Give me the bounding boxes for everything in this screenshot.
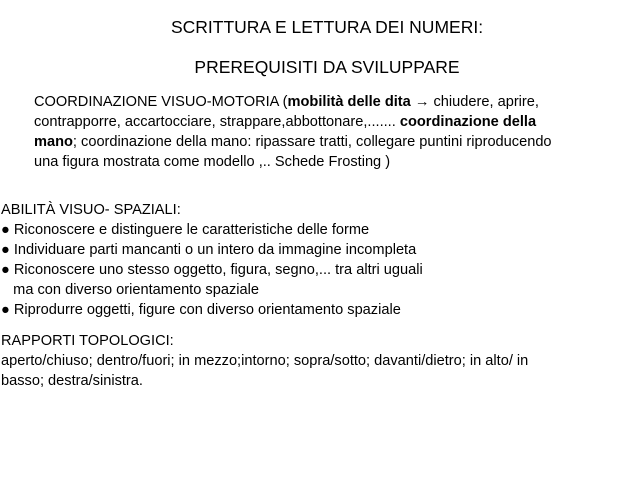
topological-section xyxy=(1,331,633,391)
coordination-tasks: ; coordinazione della mano: ripassare tratti, collegare puntini riproducendo xyxy=(72,134,552,150)
coordination-line-1 xyxy=(34,92,619,112)
list-item: ● Riconoscere uno stesso oggetto, figura, segno,... tra altri uguali xyxy=(1,262,423,278)
hand-coordination-text: coordinazione della xyxy=(399,114,537,130)
hand-text: mano xyxy=(34,134,73,150)
coordination-line-2 xyxy=(34,112,619,132)
coordination-line-4: una figura mostrata come modello ,.. Schede Frosting ) xyxy=(34,154,391,170)
topological-line-2: basso; destra/sinistra. xyxy=(1,373,143,389)
visuo-spatial-heading: ABILITÀ VISUO- SPAZIALI: xyxy=(1,202,181,218)
finger-mobility-text: mobilità delle dita xyxy=(287,94,411,110)
list-item: ● Riconoscere e distinguere le caratteristiche delle forme xyxy=(1,222,370,238)
list-item: ● Riprodurre oggetti, figure con diverso orientamento spaziale xyxy=(1,302,401,318)
list-item-continuation: ma con diverso orientamento spaziale xyxy=(1,282,259,298)
slide-title: SCRITTURA E LETTURA DEI NUMERI: xyxy=(170,17,484,37)
coordination-actions-cont: contrapporre, accartocciare, strappare,abbottonare,....... xyxy=(34,114,400,130)
list-item: ● Individuare parti mancanti o un intero da immagine incompleta xyxy=(1,242,417,258)
coordination-intro: COORDINAZIONE VISUO-MOTORIA ( xyxy=(34,94,288,110)
coordination-actions: → chiudere, aprire, xyxy=(410,94,539,110)
coordination-line-3 xyxy=(34,132,619,152)
coordination-paragraph xyxy=(34,92,619,172)
visuo-spatial-section xyxy=(1,200,633,320)
topological-heading: RAPPORTI TOPOLOGICI: xyxy=(1,333,174,349)
slide-subtitle: PREREQUISITI DA SVILUPPARE xyxy=(194,57,460,77)
topological-line-1: aperto/chiuso; dentro/fuori; in mezzo;intorno; sopra/sotto; davanti/dietro; in alto/ in xyxy=(1,353,529,369)
